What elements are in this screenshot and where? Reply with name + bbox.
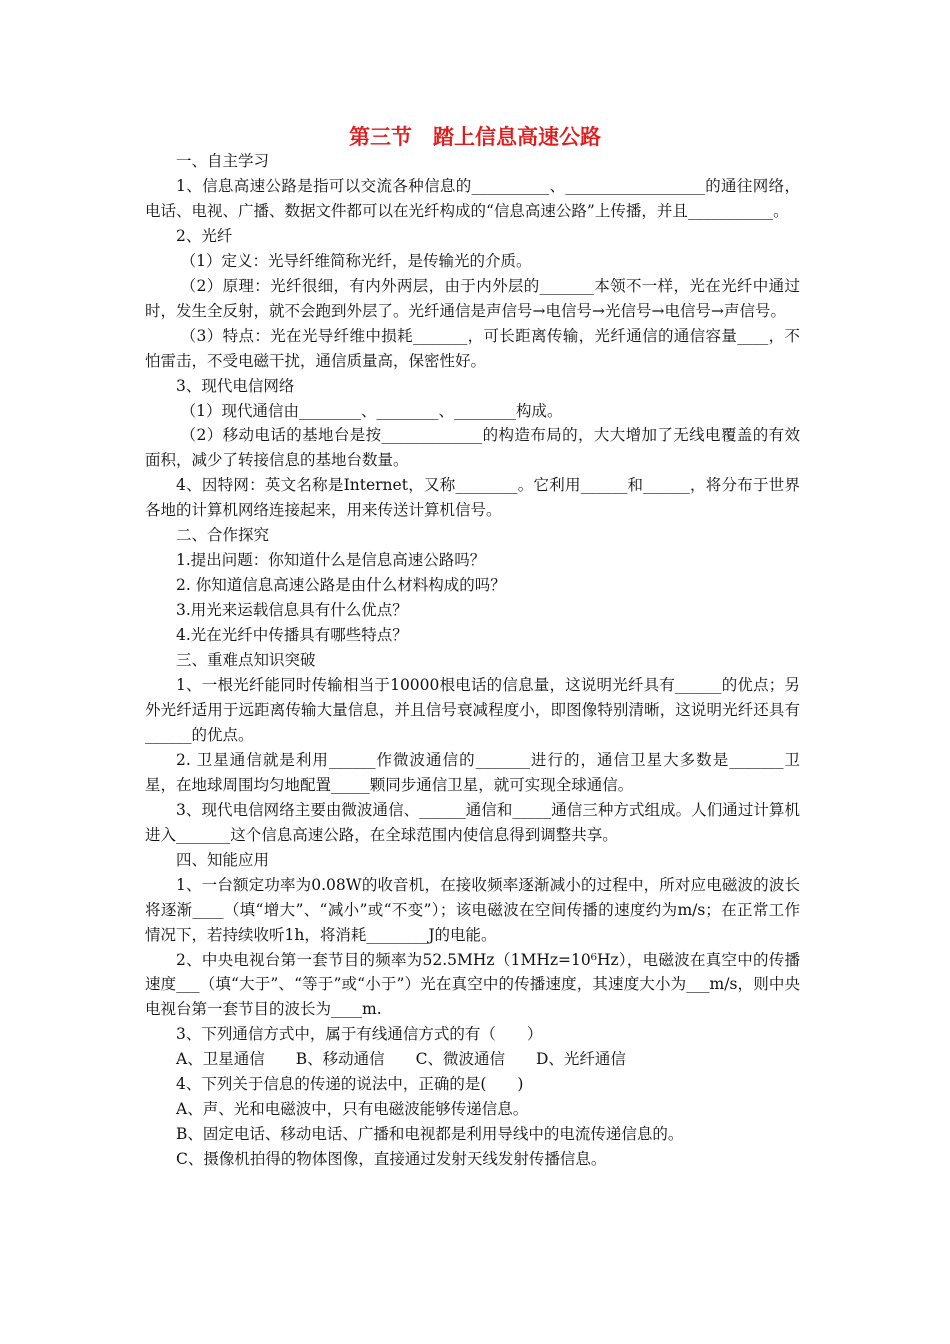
question-item: 4、下列关于信息的传递的说法中，正确的是( )	[176, 1075, 524, 1094]
section-heading-key-points: 三、重难点知识突破	[176, 651, 316, 670]
paragraph: 4、因特网：英文名称是Internet，又称________。它利用______和______，将分布于世界各地的计算机网络连接起来，用来传送计算机信号。	[145, 476, 800, 520]
paragraph: 2、光纤	[176, 226, 233, 245]
paragraph: 2、中央电视台第一套节目的频率为52.5MHz（1MHz=10⁶Hz），电磁波在真空中的传播速度___（填“大于”、“等于”或“小于”）光在真空中的传播速度，其速度大小为___m/s，则中央电视台第一套节目的波长为____m.	[145, 950, 800, 1019]
paragraph: （1）现代通信由________、________、________构成。	[180, 401, 563, 420]
page-title: 第三节 踏上信息高速公路	[349, 125, 601, 149]
question-item: 1.提出问题：你知道什么是信息高速公路吗？	[176, 551, 486, 570]
paragraph: 2. 卫星通信就是利用______作微波通信的_______进行的，通信卫星大多数是_______卫星，在地球周围均匀地配置_____颗同步通信卫星，就可实现全球通信。	[145, 750, 800, 794]
paragraph: 1、一台额定功率为0.08W的收音机，在接收频率逐渐减小的过程中，所对应电磁波的波长将逐渐____（填“增大”、“减小”或“不变”）；该电磁波在空间传播的速度约为m/s；在正常工作情况下，若持续收听1h，将消耗________J的电能。	[145, 875, 800, 944]
answer-option: A、声、光和电磁波中，只有电磁波能够传递信息。	[176, 1100, 529, 1119]
paragraph: 3、现代电信网络	[176, 376, 295, 395]
paragraph: 1、一根光纤能同时传输相当于10000根电话的信息量，这说明光纤具有______的优点；另外光纤适用于远距离传输大量信息，并且信号衰减程度小，即图像特别清晰，这说明光纤还具有______的优点。	[145, 676, 800, 744]
answer-option: B、固定电话、移动电话、广播和电视都是利用导线中的电流传递信息的。	[176, 1125, 684, 1144]
paragraph: （1）定义：光导纤维简称光纤，是传输光的介质。	[180, 251, 532, 270]
answer-options: A、卫星通信 B、移动通信 C、微波通信 D、光纤通信	[176, 1050, 626, 1069]
paragraph: （2）原理：光纤很细，有内外两层，由于内外层的_______本领不一样，光在光纤中通过时，发生全反射，就不会跑到外层了。光纤通信是声信号→电信号→光信号→电信号→声信号。	[145, 276, 800, 320]
document-body	[145, 149, 800, 1172]
section-heading-application: 四、知能应用	[176, 850, 270, 869]
question-item: 4.光在光纤中传播具有哪些特点？	[176, 626, 408, 645]
paragraph: （3）特点：光在光导纤维中损耗_______，可长距离传输，光纤通信的通信容量____，不怕雷击，不受电磁干扰，通信质量高，保密性好。	[145, 326, 800, 370]
section-heading-cooperation: 二、合作探究	[176, 526, 270, 545]
question-item: 3.用光来运载信息具有什么优点？	[176, 601, 408, 620]
answer-option: C、摄像机拍得的物体图像，直接通过发射天线发射传播信息。	[176, 1150, 607, 1169]
paragraph: （2）移动电话的基地台是按_____________的构造布局的，大大增加了无线电覆盖的有效面积，减少了转接信息的基地台数量。	[145, 426, 800, 470]
question-item: 3、下列通信方式中，属于有线通信方式的有（ ）	[176, 1025, 543, 1044]
paragraph: 1、信息高速公路是指可以交流各种信息的__________、__________________的通往网络，电话、电视、广播、数据文件都可以在光纤构成的“信息高速公路”上传播，并且___________。	[145, 176, 800, 220]
paragraph: 3、现代电信网络主要由微波通信、______通信和_____通信三种方式组成。人们通过计算机进入_______这个信息高速公路，在全球范围内使信息得到调整共享。	[145, 800, 800, 844]
question-item: 2. 你知道信息高速公路是由什么材料构成的吗？	[176, 576, 506, 595]
section-heading-self-study: 一、自主学习	[176, 152, 270, 170]
